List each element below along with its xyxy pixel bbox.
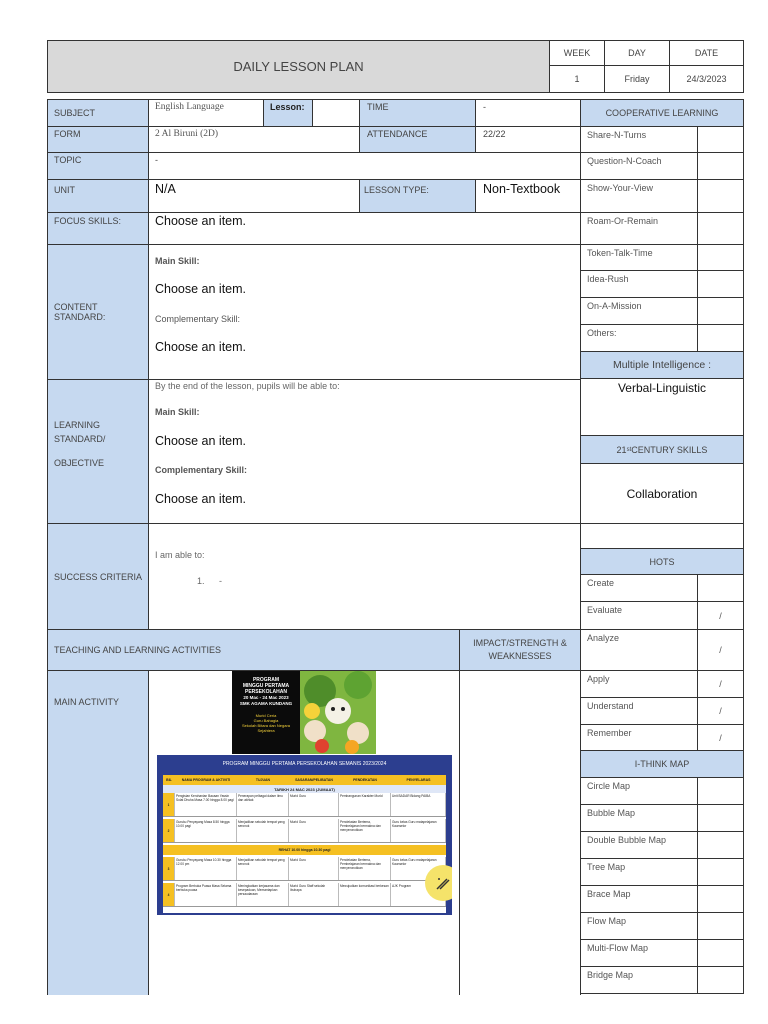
sched-cell: 4 (163, 883, 175, 906)
ithink-item-6-checkbox[interactable] (697, 939, 744, 967)
hots-item-1-checkbox[interactable]: / (697, 601, 744, 630)
sched-cell: Penerapan pelbagai dalam ilmu dan akhlak (237, 793, 289, 816)
magic-pencil-icon (435, 875, 451, 891)
title-text: DAILY LESSON PLAN (233, 59, 364, 74)
unit-value[interactable]: N/A (148, 179, 360, 213)
hots-item-3-label: Apply (580, 670, 698, 698)
ithink-item-5-checkbox[interactable] (697, 912, 744, 940)
coop-item-2-label: Show-Your-View (580, 179, 698, 213)
ithink-item-1-label: Bubble Map (580, 804, 698, 832)
ithink-item-2-checkbox[interactable] (697, 831, 744, 859)
ithink-item-4-checkbox[interactable] (697, 885, 744, 913)
coop-item-7-label: Others: (580, 324, 698, 352)
sched-cell: Guruku Penyayang Masa 8.50 hingga 10.00 pagi (175, 819, 237, 842)
lesson-label: Lesson: (263, 99, 313, 127)
hots-item-5-checkbox[interactable]: / (697, 724, 744, 751)
ithink-item-7-checkbox[interactable] (697, 966, 744, 994)
sched-cell: Pengisian Kerohanian Bacaan Yassin Solat Dhuha Masa 7.00 hingga 8.00 pagi (175, 793, 237, 816)
content-main-skill-dropdown[interactable]: Choose an item. (155, 282, 247, 296)
hots-item-2-label: Analyze (580, 629, 698, 671)
main-activity-label (47, 670, 149, 995)
content-comp-skill-dropdown[interactable]: Choose an item. (155, 340, 247, 354)
sched-row (163, 883, 446, 907)
learning-main-skill-dropdown[interactable]: Choose an item. (155, 434, 247, 448)
ithink-item-3-checkbox[interactable] (697, 858, 744, 886)
learning-comp-skill-dropdown[interactable]: Choose an item. (155, 492, 247, 506)
success-criteria-cell[interactable] (148, 523, 581, 630)
ithink-item-5-label: Flow Map (580, 912, 698, 940)
learning-main-skill-label: Main Skill: (155, 407, 200, 417)
sched-row (163, 857, 446, 881)
attendance-label: ATTENDANCE (359, 126, 476, 153)
sched-cell: Menjadikan sekolah tempat yang seronok (237, 857, 289, 880)
poster-tag-0: Murid Ceria (255, 713, 277, 718)
poster-kids-illustration (300, 671, 376, 754)
schedule-title: PROGRAM MINGGU PERTAMA PERSEKOLAHAN SEMANIS 2023/2024 (222, 761, 387, 767)
success-criteria-label: SUCCESS CRITERIA (47, 523, 149, 630)
poster-tag-3: Sejahtera (257, 728, 275, 733)
blank-row (580, 523, 744, 549)
ithink-item-4-label: Brace Map (580, 885, 698, 913)
topic-value[interactable]: - (148, 152, 581, 180)
hots-item-3-checkbox[interactable]: / (697, 670, 744, 698)
sched-cell: Guru kelas Guru matapelajaran Kaunselor (391, 819, 446, 842)
coop-item-6-label: On-A-Mission (580, 297, 698, 325)
poster-line-3: 20 Mac - 24 Mac 2023 (243, 695, 289, 700)
program-schedule-image (157, 755, 452, 915)
day-label: DAY (604, 40, 670, 66)
sched-cell: Program Berbuka Puasa Masa Selama berbuka puasa (175, 883, 237, 906)
coop-item-6-checkbox[interactable] (697, 297, 744, 325)
lesson-type-label: LESSON TYPE: (359, 179, 476, 213)
ithink-item-0-checkbox[interactable] (697, 777, 744, 805)
lesson-plan-title (47, 40, 550, 93)
sched-cell: Murid Guru (289, 793, 339, 816)
sched-cell: Pendekatan Bertema, Pembelajaran bermakna dan menyeronokkan (339, 857, 391, 880)
coop-item-3-label: Roam-Or-Remain (580, 212, 698, 245)
sched-h0: BIL (166, 778, 172, 782)
time-label: TIME (359, 99, 476, 127)
ithink-item-6-label: Multi-Flow Map (580, 939, 698, 967)
sched-cell: Mewujudkan komunikasi berkesan (339, 883, 391, 906)
sched-cell: Menjadikan sekolah tempat yang seronok (237, 819, 289, 842)
coop-item-5-checkbox[interactable] (697, 270, 744, 298)
impact-header: IMPACT/STRENGTH & WEAKNESSES (459, 629, 581, 671)
content-standard-label: CONTENT STANDARD: (47, 244, 149, 380)
sched-cell: Pembangunan Karakter Murid (339, 793, 391, 816)
coop-item-5-label: Idea-Rush (580, 270, 698, 298)
hots-item-1-label: Evaluate (580, 601, 698, 630)
hots-item-5-label: Remember (580, 724, 698, 751)
hots-item-0-label: Create (580, 574, 698, 602)
content-comp-skill-label: Complementary Skill: (155, 314, 241, 324)
attendance-value[interactable]: 22/22 (475, 126, 581, 153)
content-standard-cell (148, 244, 581, 380)
poster-line-4: SMK AGAMA KUNDANG (239, 701, 293, 706)
sched-date-row: TARIKH 24 MAC 2023 (JUMAAT) (163, 785, 446, 793)
subject-label: SUBJECT (47, 99, 149, 127)
coop-learning-header: COOPERATIVE LEARNING (580, 99, 744, 127)
sched-cell: 2 (163, 819, 175, 842)
21st-century-header: 21 st CENTURY SKILLS (580, 435, 744, 464)
week-value[interactable]: 1 (549, 65, 605, 93)
poster-line-1: MINGGU PERTAMA (242, 683, 290, 689)
poster-tag-2: Sekolah Bitara dan Negara (241, 723, 291, 728)
sched-cell: Pendekatan Bertema, Pembelajaran bermakna dan menyeronokkan (339, 819, 391, 842)
sched-row (163, 819, 446, 843)
week-label: WEEK (549, 40, 605, 66)
ithink-item-0-label: Circle Map (580, 777, 698, 805)
sched-h1: NAMA PROGRAM & AKTIVITI (181, 778, 231, 782)
ithink-item-2-label: Double Bubble Map (580, 831, 698, 859)
poster-line-2: PERSEKOLAHAN (245, 689, 287, 695)
ithink-item-3-label: Tree Map (580, 858, 698, 886)
sched-h5: PENYELARAS (406, 778, 431, 782)
success-item-text: - (219, 576, 222, 586)
form-label: FORM (47, 126, 149, 153)
sched-h2: TUJUAN (255, 778, 271, 782)
topic-label: TOPIC (47, 152, 149, 180)
subject-value[interactable]: English Language (148, 99, 264, 127)
coop-item-1-label: Question-N-Coach (580, 152, 698, 180)
success-intro: I am able to: (155, 550, 205, 560)
sched-rehat: REHAT 10.00 hingga 10.30 pagi (163, 845, 446, 855)
learning-intro: By the end of the lesson, pupils will be able to: (155, 381, 340, 391)
poster-line-0: PROGRAM (252, 677, 280, 683)
sched-cell: Murid Guru Staff sekolah Ibubapa (289, 883, 339, 906)
lesson-value[interactable] (312, 99, 360, 127)
sched-cell: Meningkatkan kerjasama dan kesepaduan, Memantapkan persaudaraan (237, 883, 289, 906)
unit-label: UNIT (47, 179, 149, 213)
sched-cell: 3 (163, 857, 175, 880)
hots-item-2-checkbox[interactable]: / (697, 629, 744, 671)
date-label: DATE (669, 40, 744, 66)
sched-cell: 1 (163, 793, 175, 816)
hots-item-4-checkbox[interactable]: / (697, 697, 744, 725)
ithink-item-7-label: Bridge Map (580, 966, 698, 994)
coop-item-4-checkbox[interactable] (697, 244, 744, 271)
focus-skills-label: FOCUS SKILLS: (47, 212, 149, 245)
day-value[interactable]: Friday (604, 65, 670, 93)
mi-header: Multiple Intelligence : (580, 351, 744, 379)
learning-standard-label (47, 379, 149, 524)
sched-cell: Guruku Penyayang Masa 10.30 hingga 12.00 pm (175, 857, 237, 880)
program-poster-image (232, 671, 376, 754)
coop-item-7-checkbox[interactable] (697, 324, 744, 352)
sched-cell: AJK Program (391, 883, 446, 906)
sched-cell: Murid Guru (289, 857, 339, 880)
date-value[interactable]: 24/3/2023 (669, 65, 744, 93)
learning-standard-cell (148, 379, 581, 524)
sched-cell: Murid Guru (289, 819, 339, 842)
learning-comp-skill-label: Complementary Skill: (155, 465, 248, 475)
sched-h4: PENDEKATAN (353, 778, 377, 782)
coop-item-2-checkbox[interactable] (697, 179, 744, 213)
ithink-header: I-THINK MAP (580, 750, 744, 778)
success-item-number: 1. (197, 576, 205, 586)
focus-skills-dropdown[interactable]: Choose an item. (148, 212, 581, 245)
tla-header: TEACHING AND LEARNING ACTIVITIES (47, 629, 460, 671)
21st-century-value[interactable]: Collaboration (580, 463, 744, 524)
coop-item-1-checkbox[interactable] (697, 152, 744, 180)
ithink-item-1-checkbox[interactable] (697, 804, 744, 832)
sched-cell: Guru kelas Guru matapelajaran Kaunselor (391, 857, 446, 880)
hots-header: HOTS (580, 548, 744, 575)
coop-item-0-checkbox[interactable] (697, 126, 744, 153)
coop-item-3-checkbox[interactable] (697, 212, 744, 245)
main-activity-text: MAIN ACTIVITY (54, 697, 120, 707)
learning-label-1: LEARNING STANDARD/ (54, 420, 106, 444)
sched-h3: SASARAN/PELIBATAN (295, 778, 333, 782)
sched-row (163, 793, 446, 817)
lesson-type-value[interactable]: Non-Textbook (475, 179, 581, 213)
impact-cell[interactable] (459, 670, 581, 995)
coop-item-0-label: Share-N-Turns (580, 126, 698, 153)
poster-tag-1: Guru Bahagia (253, 718, 279, 723)
hots-item-0-checkbox[interactable] (697, 574, 744, 602)
learning-label-2: OBJECTIVE (54, 458, 105, 468)
form-value[interactable]: 2 Al Biruni (2D) (148, 126, 360, 153)
mi-value[interactable]: Verbal-Linguistic (580, 378, 744, 436)
hots-item-4-label: Understand (580, 697, 698, 725)
time-value[interactable]: - (475, 99, 581, 127)
content-main-skill-label: Main Skill: (155, 256, 200, 266)
sched-cell: Unit BADAR Bidang PAIBA (391, 793, 446, 816)
coop-item-4-label: Token-Talk-Time (580, 244, 698, 271)
